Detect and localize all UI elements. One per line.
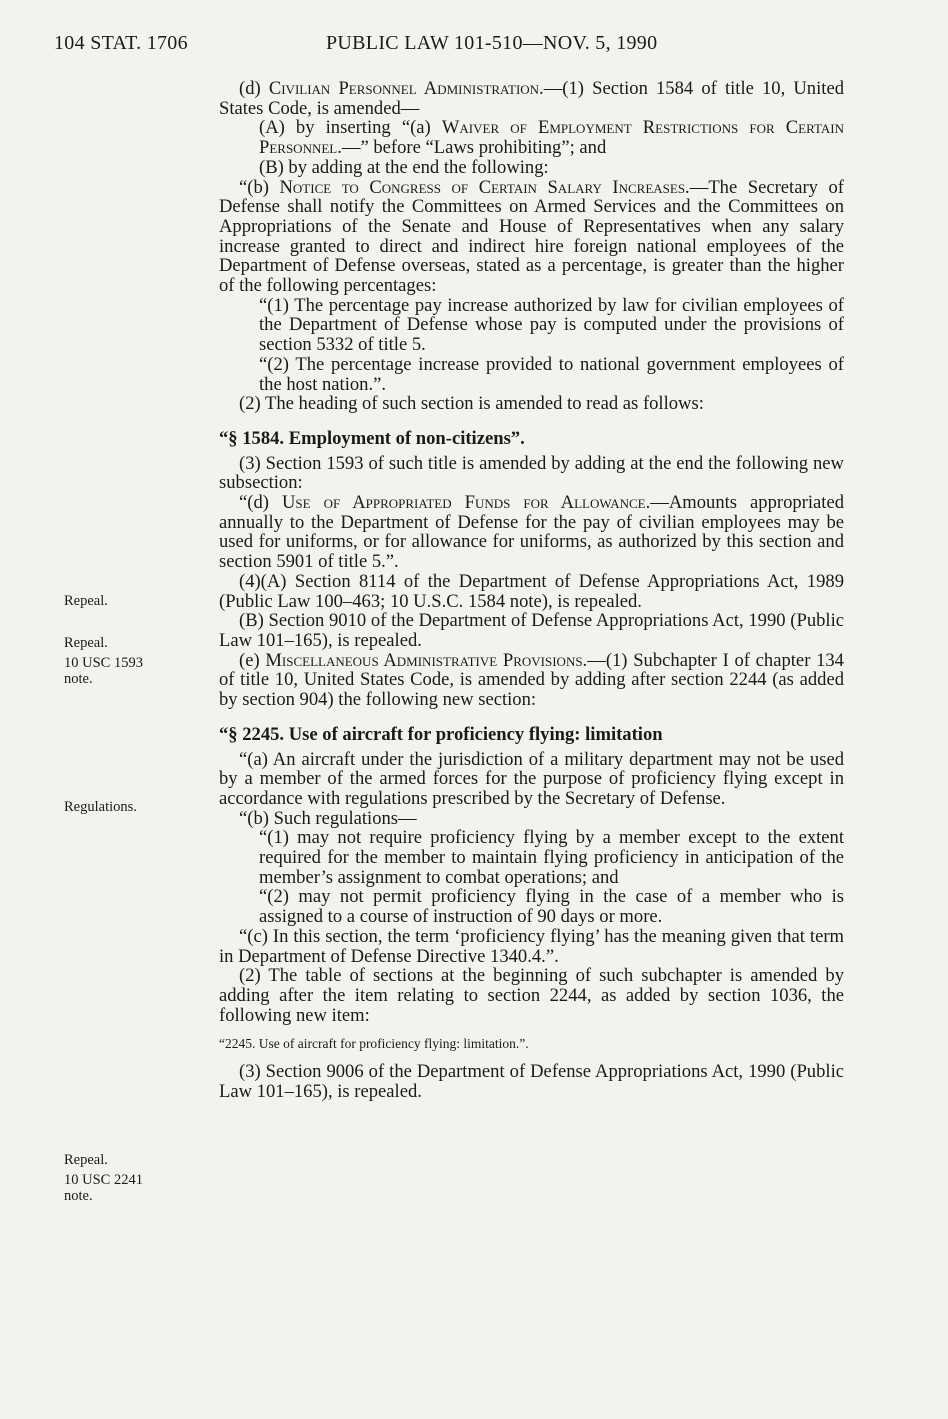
public-law-heading: PUBLIC LAW 101-510—NOV. 5, 1990 <box>326 32 658 54</box>
paragraph-text: —(1) Subchapter I of chapter 134 of title 10, United States Code, is amended by adding after section 2244 (as added by section 904) the following new section: <box>219 649 844 711</box>
paragraph-lead: “(b) <box>239 176 280 198</box>
paragraph-d-civilian-personnel <box>219 79 844 118</box>
paragraph-b-adding: (B) by adding at the end the following: <box>259 156 549 178</box>
paragraph-text: —(1) Section 1584 of title 10, United States Code, is amended— <box>219 78 844 119</box>
margin-note-usc-2241 <box>64 1172 143 1204</box>
margin-note-usc-line: 10 USC 2241 <box>64 1172 143 1188</box>
margin-note-repeal: Repeal. <box>64 593 108 609</box>
section-caption: Civilian Personnel Administration. <box>268 78 544 99</box>
paragraph-2-heading-amend: (2) The heading of such section is amended to read as follows: <box>239 393 704 415</box>
table-of-sections-item: “2245. Use of aircraft for proficiency flying: limitation.”. <box>219 1036 529 1052</box>
paragraph-lead: “(d) <box>239 492 282 514</box>
paragraph-new-b-1: “(1) The percentage pay increase authorized by law for civilian employees of the Department of Defense whose pay is computed under the provisions of section 5332 of title 5. <box>259 294 844 356</box>
paragraph-text: —Amounts appropriated annually to the Department of Defense for the pay of civilian employees may be used for uniforms, or for allowance for uniforms, as authorized by this section and section 5901 of title 5.”. <box>219 492 844 573</box>
paragraph-lead: (d) <box>239 78 269 99</box>
statute-page-number: 104 STAT. 1706 <box>54 32 188 54</box>
margin-note-usc-line: 10 USC 1593 <box>64 655 143 671</box>
section-caption: Miscellaneous Administrative Provisions. <box>265 649 588 671</box>
paragraph-text: —The Secretary of Defense shall notify the Committees on Armed Services and the Committees on Appropriations of the Senate and House of Representatives when any salary increase granted to direct and indirect hire foreign national employees of the Department of Defense overseas, stated as a percentage, is greater than the higher of the following percentages: <box>219 176 844 297</box>
paragraph-new-d-uniforms <box>219 493 844 572</box>
section-caption: Notice to Congress of Certain Salary Increases. <box>279 176 690 198</box>
paragraph-e-misc-provisions <box>219 651 844 710</box>
paragraph-lead: (A) by inserting “(a) <box>259 117 442 139</box>
margin-note-repeal: Repeal. <box>64 1152 108 1168</box>
margin-note-repeal: Repeal. <box>64 635 108 651</box>
paragraph-2245-b: “(b) Such regulations— <box>239 807 417 829</box>
margin-note-usc-line: note. <box>64 671 93 687</box>
paragraph-text: —” before “Laws prohibiting”; and <box>341 137 607 159</box>
section-caption: Waiver of Employment Restrictions for Certain Personnel. <box>259 117 844 159</box>
body-text-column <box>219 79 844 1101</box>
paragraph-new-b-notice <box>219 178 844 296</box>
paragraph-4a-repeal: (4)(A) Section 8114 of the Department of Defense Appropriations Act, 1989 (Public Law 100–463; 10 U.S.C. 1584 note), is repealed. <box>219 570 844 612</box>
margin-note-usc-1593 <box>64 655 143 687</box>
paragraph-a-inserting <box>259 118 844 157</box>
margin-note-usc-line: note. <box>64 1188 93 1204</box>
paragraph-2245-b-2: “(2) may not permit proficiency flying in the case of a member who is assigned to a course of instruction of 90 days or more. <box>259 886 844 928</box>
paragraph-2245-a: “(a) An aircraft under the jurisdiction of a military department may not be used by a member of the armed forces for the purpose of proficiency flying except in accordance with regulations prescribed by the Secretary of Defense. <box>219 748 844 809</box>
section-1584-heading: “§ 1584. Employment of non-citizens”. <box>219 427 525 449</box>
paragraph-2245-c: “(c) In this section, the term ‘proficiency flying’ has the meaning given that term in Department of Defense Directive 1340.4.”. <box>219 925 844 967</box>
paragraph-e-3-repeal: (3) Section 9006 of the Department of Defense Appropriations Act, 1990 (Public Law 101–165), is repealed. <box>219 1061 844 1102</box>
paragraph-e-2-table: (2) The table of sections at the beginning of such subchapter is amended by adding after the item relating to section 2244, as added by section 1036, the following new item: <box>219 965 844 1026</box>
margin-note-regulations: Regulations. <box>64 799 137 815</box>
paragraph-lead: (e) <box>239 649 266 671</box>
paragraph-3-section-1593: (3) Section 1593 of such title is amended by adding at the end the following new subsection: <box>219 452 844 494</box>
paragraph-4b-repeal: (B) Section 9010 of the Department of Defense Appropriations Act, 1990 (Public Law 101–165), is repealed. <box>219 610 844 651</box>
paragraph-2245-b-1: “(1) may not require proficiency flying by a member except to the extent required for the member to maintain flying proficiency in anticipation of the member’s assignment to combat operations; and <box>259 827 844 888</box>
section-caption: Use of Appropriated Funds for Allowance. <box>281 492 651 514</box>
section-2245-heading: “§ 2245. Use of aircraft for proficiency flying: limitation <box>219 723 663 745</box>
paragraph-new-b-2: “(2) The percentage increase provided to national government employees of the host nation.”. <box>259 353 844 395</box>
